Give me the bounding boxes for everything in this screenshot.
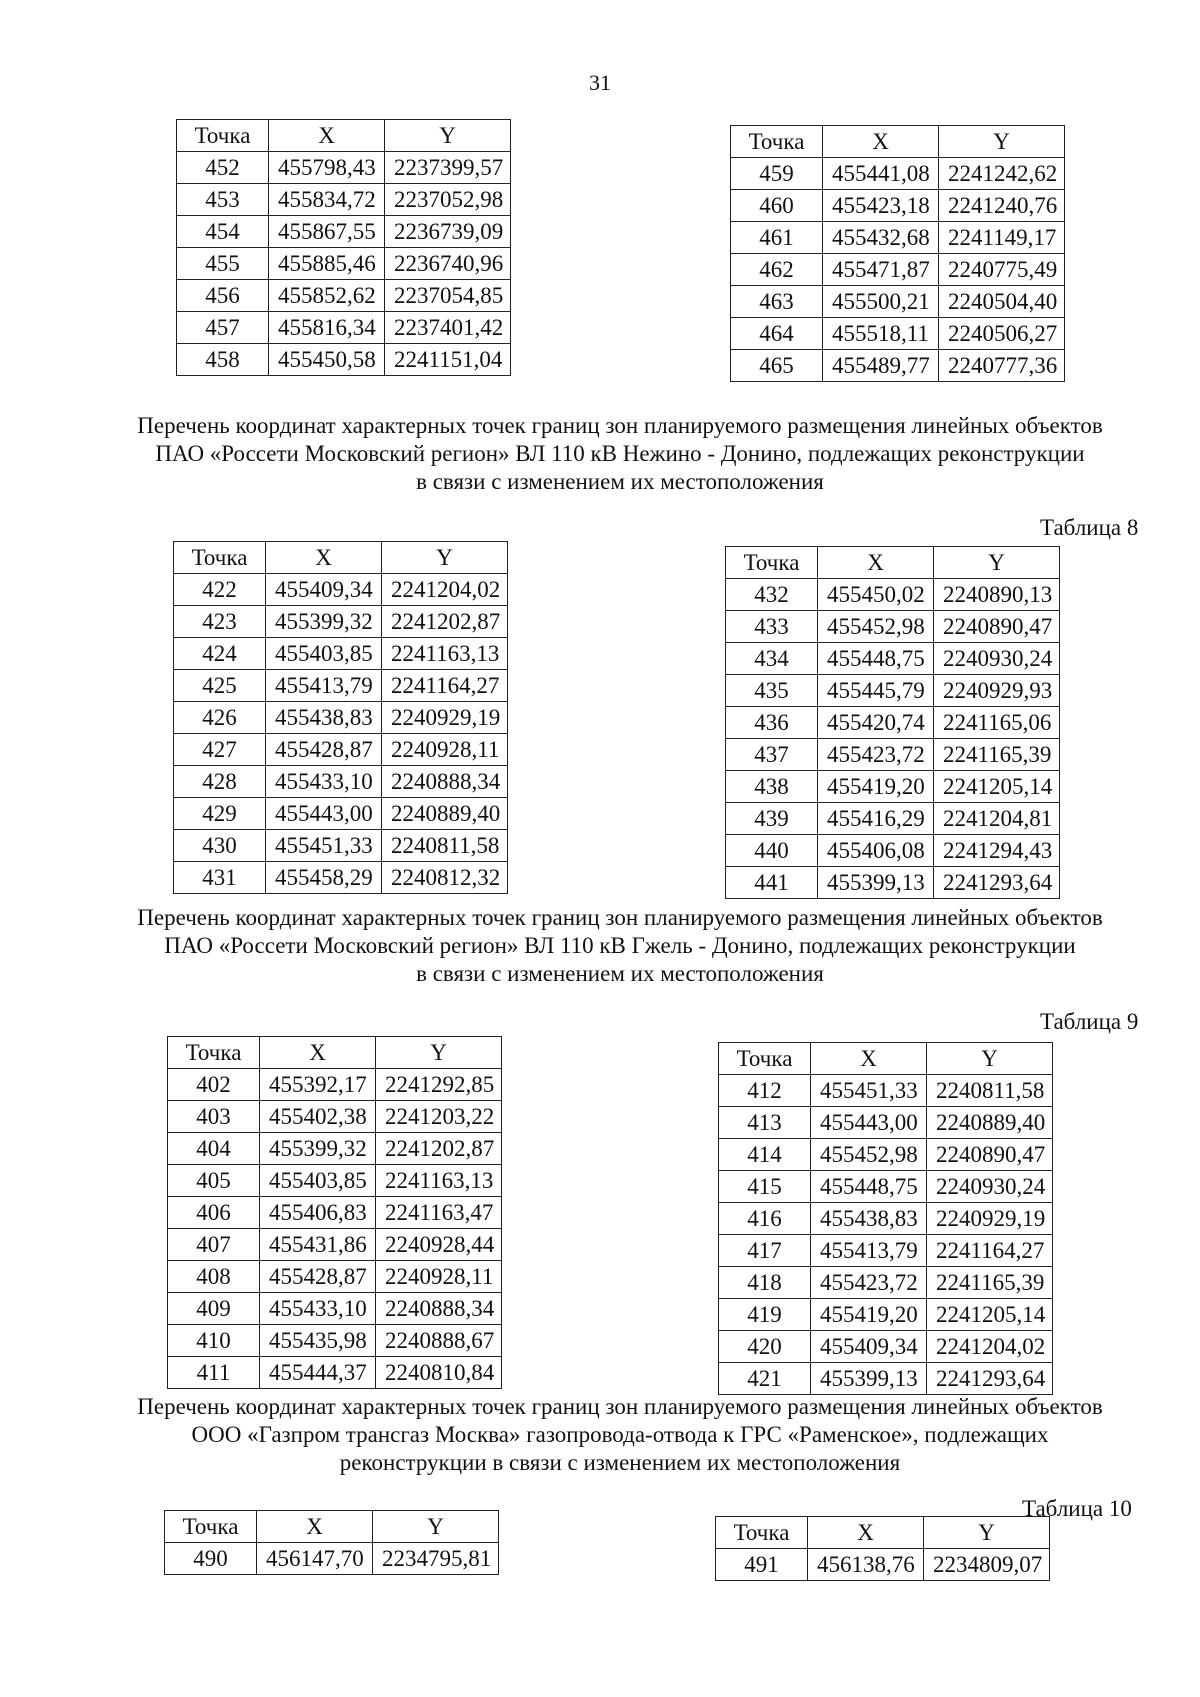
x-coordinate-cell: 455431,86 [260,1229,376,1261]
point-cell: 436 [726,707,818,739]
page-number: 31 [589,70,611,95]
y-coordinate-cell: 2240929,19 [382,702,508,734]
x-coordinate-cell: 455518,11 [823,318,939,350]
x-coordinate-cell: 455452,98 [811,1139,927,1171]
y-coordinate-cell: 2237052,98 [385,184,511,216]
y-coordinate-cell: 2241242,62 [939,158,1065,190]
x-coordinate-cell: 455451,33 [266,830,382,862]
x-coordinate-cell: 455413,79 [266,670,382,702]
point-cell: 429 [174,798,266,830]
point-cell: 419 [719,1299,811,1331]
table-header-row [165,1511,499,1543]
table-row [177,248,511,280]
column-header: Y [927,1043,1053,1075]
y-coordinate-cell: 2240929,93 [934,675,1060,707]
table-row [174,574,508,606]
column-header: Y [382,542,508,574]
point-cell: 457 [177,312,269,344]
x-coordinate-cell: 455399,13 [811,1363,927,1395]
heading-line: ООО «Газпром трансгаз Москва» газопровода-отвода к ГРС «Раменское», подлежащих [191,1422,1049,1447]
point-cell: 415 [719,1171,811,1203]
table-row [719,1171,1053,1203]
x-coordinate-cell: 455452,98 [818,611,934,643]
point-cell: 439 [726,803,818,835]
point-cell: 428 [174,766,266,798]
x-coordinate-cell: 455867,55 [269,216,385,248]
point-cell: 413 [719,1107,811,1139]
table-row [719,1139,1053,1171]
table-label: Таблица 9 [1040,1009,1139,1034]
y-coordinate-cell: 2240811,58 [927,1075,1053,1107]
y-coordinate-cell: 2240812,32 [382,862,508,894]
heading-line: в связи с изменением их местоположения [416,469,824,494]
point-cell: 464 [731,318,823,350]
y-coordinate-cell: 2241164,27 [382,670,508,702]
y-coordinate-cell: 2240810,84 [376,1357,502,1389]
y-coordinate-cell: 2241204,02 [927,1331,1053,1363]
column-header: Y [373,1511,499,1543]
table-row [174,702,508,734]
point-cell: 432 [726,579,818,611]
x-coordinate-cell: 455433,10 [266,766,382,798]
x-coordinate-cell: 455435,98 [260,1325,376,1357]
y-coordinate-cell: 2241203,22 [376,1101,502,1133]
y-coordinate-cell: 2240888,34 [382,766,508,798]
point-cell: 430 [174,830,266,862]
point-cell: 491 [716,1549,808,1581]
x-coordinate-cell: 455419,20 [811,1299,927,1331]
x-coordinate-cell: 455450,58 [269,344,385,376]
x-coordinate-cell: 455438,83 [811,1203,927,1235]
heading-line: ПАО «Россети Московский регион» ВЛ 110 кВ Нежино - Донино, подлежащих реконструкции [155,441,1085,466]
table-row [719,1203,1053,1235]
table-row [168,1197,502,1229]
point-cell: 407 [168,1229,260,1261]
table-header-row [731,126,1065,158]
point-cell: 452 [177,152,269,184]
table-row [168,1229,502,1261]
table-label: Таблица 8 [1040,515,1139,540]
point-cell: 437 [726,739,818,771]
column-header: X [811,1043,927,1075]
table-row [177,184,511,216]
x-coordinate-cell: 455445,79 [818,675,934,707]
point-cell: 417 [719,1235,811,1267]
table-row [177,152,511,184]
x-coordinate-cell: 455399,32 [266,606,382,638]
x-coordinate-cell: 455500,21 [823,286,939,318]
point-cell: 459 [731,158,823,190]
y-coordinate-cell: 2240889,40 [927,1107,1053,1139]
table-row [174,830,508,862]
point-cell: 421 [719,1363,811,1395]
point-cell: 403 [168,1101,260,1133]
column-header: Точка [716,1517,808,1549]
point-cell: 458 [177,344,269,376]
x-coordinate-cell: 455416,29 [818,803,934,835]
point-cell: 418 [719,1267,811,1299]
column-header: Точка [719,1043,811,1075]
y-coordinate-cell: 2241163,47 [376,1197,502,1229]
x-coordinate-cell: 455852,62 [269,280,385,312]
x-coordinate-cell: 455816,34 [269,312,385,344]
y-coordinate-cell: 2234795,81 [373,1543,499,1575]
x-coordinate-cell: 455834,72 [269,184,385,216]
y-coordinate-cell: 2240928,11 [376,1261,502,1293]
point-cell: 427 [174,734,266,766]
table-row [731,318,1065,350]
point-cell: 412 [719,1075,811,1107]
y-coordinate-cell: 2241202,87 [382,606,508,638]
point-cell: 454 [177,216,269,248]
point-cell: 422 [174,574,266,606]
column-header: Y [376,1037,502,1069]
x-coordinate-cell: 455428,87 [260,1261,376,1293]
table-header-row [168,1037,502,1069]
coordinates-table [725,546,1060,899]
y-coordinate-cell: 2236739,09 [385,216,511,248]
y-coordinate-cell: 2240775,49 [939,254,1065,286]
y-coordinate-cell: 2241163,13 [376,1165,502,1197]
table-row [174,766,508,798]
y-coordinate-cell: 2240889,40 [382,798,508,830]
point-cell: 453 [177,184,269,216]
point-cell: 404 [168,1133,260,1165]
y-coordinate-cell: 2240930,24 [927,1171,1053,1203]
y-coordinate-cell: 2240506,27 [939,318,1065,350]
table-row [174,734,508,766]
point-cell: 411 [168,1357,260,1389]
table-row [719,1107,1053,1139]
heading-line: Перечень координат характерных точек границ зон планируемого размещения линейных объектов [137,1394,1103,1419]
point-cell: 426 [174,702,266,734]
point-cell: 408 [168,1261,260,1293]
point-cell: 434 [726,643,818,675]
point-cell: 435 [726,675,818,707]
table-header-row [726,547,1060,579]
column-header: Y [934,547,1060,579]
x-coordinate-cell: 455441,08 [823,158,939,190]
column-header: X [823,126,939,158]
table-row [174,798,508,830]
y-coordinate-cell: 2241204,81 [934,803,1060,835]
x-coordinate-cell: 455413,79 [811,1235,927,1267]
column-header: Точка [174,542,266,574]
column-header: Точка [168,1037,260,1069]
column-header: Y [939,126,1065,158]
coordinates-table [176,119,511,376]
table-row [168,1325,502,1357]
table-row [731,286,1065,318]
column-header: Y [924,1517,1050,1549]
x-coordinate-cell: 455420,74 [818,707,934,739]
y-coordinate-cell: 2240888,67 [376,1325,502,1357]
table-row [177,344,511,376]
y-coordinate-cell: 2237054,85 [385,280,511,312]
point-cell: 410 [168,1325,260,1357]
table-row [168,1357,502,1389]
x-coordinate-cell: 455403,85 [260,1165,376,1197]
heading-line: Перечень координат характерных точек границ зон планируемого размещения линейных объектов [137,905,1103,930]
point-cell: 456 [177,280,269,312]
point-cell: 409 [168,1293,260,1325]
column-header: X [266,542,382,574]
point-cell: 465 [731,350,823,382]
table-row [168,1293,502,1325]
coordinates-table [164,1510,499,1575]
x-coordinate-cell: 455471,87 [823,254,939,286]
y-coordinate-cell: 2240929,19 [927,1203,1053,1235]
y-coordinate-cell: 2241202,87 [376,1133,502,1165]
y-coordinate-cell: 2237401,42 [385,312,511,344]
y-coordinate-cell: 2241165,39 [927,1267,1053,1299]
x-coordinate-cell: 455433,10 [260,1293,376,1325]
table-row [731,190,1065,222]
x-coordinate-cell: 455419,20 [818,771,934,803]
y-coordinate-cell: 2240504,40 [939,286,1065,318]
heading-line: реконструкции в связи с изменением их местоположения [339,1450,901,1475]
table-row [726,835,1060,867]
table-row [174,638,508,670]
column-header: X [257,1511,373,1543]
table-row [726,675,1060,707]
table-header-row [716,1517,1050,1549]
y-coordinate-cell: 2241205,14 [934,771,1060,803]
table-row [168,1261,502,1293]
x-coordinate-cell: 455489,77 [823,350,939,382]
point-cell: 440 [726,835,818,867]
table-row [177,280,511,312]
x-coordinate-cell: 455392,17 [260,1069,376,1101]
table-row [726,803,1060,835]
y-coordinate-cell: 2240811,58 [382,830,508,862]
y-coordinate-cell: 2236740,96 [385,248,511,280]
x-coordinate-cell: 455403,85 [266,638,382,670]
table-row [716,1549,1050,1581]
x-coordinate-cell: 455444,37 [260,1357,376,1389]
y-coordinate-cell: 2234809,07 [924,1549,1050,1581]
x-coordinate-cell: 455450,02 [818,579,934,611]
table-row [165,1543,499,1575]
table-row [177,216,511,248]
x-coordinate-cell: 455448,75 [818,643,934,675]
point-cell: 460 [731,190,823,222]
point-cell: 405 [168,1165,260,1197]
column-header: Точка [177,120,269,152]
x-coordinate-cell: 456138,76 [808,1549,924,1581]
x-coordinate-cell: 455409,34 [811,1331,927,1363]
x-coordinate-cell: 455423,72 [811,1267,927,1299]
x-coordinate-cell: 455438,83 [266,702,382,734]
table-row [168,1101,502,1133]
y-coordinate-cell: 2240930,24 [934,643,1060,675]
y-coordinate-cell: 2241294,43 [934,835,1060,867]
x-coordinate-cell: 455423,18 [823,190,939,222]
table-row [719,1235,1053,1267]
heading-line: Перечень координат характерных точек границ зон планируемого размещения линейных объектов [137,413,1103,438]
point-cell: 462 [731,254,823,286]
coordinates-table [167,1036,502,1389]
table-row [168,1069,502,1101]
y-coordinate-cell: 2241205,14 [927,1299,1053,1331]
point-cell: 420 [719,1331,811,1363]
x-coordinate-cell: 455428,87 [266,734,382,766]
table-header-row [174,542,508,574]
x-coordinate-cell: 455432,68 [823,222,939,254]
y-coordinate-cell: 2241292,85 [376,1069,502,1101]
point-cell: 431 [174,862,266,894]
point-cell: 416 [719,1203,811,1235]
column-header: Точка [731,126,823,158]
heading-line: в связи с изменением их местоположения [416,961,824,986]
point-cell: 463 [731,286,823,318]
table-row [719,1331,1053,1363]
table-row [177,312,511,344]
x-coordinate-cell: 455458,29 [266,862,382,894]
y-coordinate-cell: 2240890,47 [927,1139,1053,1171]
table-row [726,867,1060,899]
y-coordinate-cell: 2241165,06 [934,707,1060,739]
x-coordinate-cell: 455402,38 [260,1101,376,1133]
point-cell: 402 [168,1069,260,1101]
x-coordinate-cell: 455409,34 [266,574,382,606]
table-row [168,1133,502,1165]
point-cell: 406 [168,1197,260,1229]
column-header: Точка [726,547,818,579]
y-coordinate-cell: 2241293,64 [927,1363,1053,1395]
point-cell: 455 [177,248,269,280]
x-coordinate-cell: 455399,13 [818,867,934,899]
table-row [726,579,1060,611]
y-coordinate-cell: 2241204,02 [382,574,508,606]
y-coordinate-cell: 2241149,17 [939,222,1065,254]
x-coordinate-cell: 455451,33 [811,1075,927,1107]
table-row [719,1075,1053,1107]
table-row [726,771,1060,803]
point-cell: 423 [174,606,266,638]
x-coordinate-cell: 456147,70 [257,1543,373,1575]
y-coordinate-cell: 2241164,27 [927,1235,1053,1267]
y-coordinate-cell: 2237399,57 [385,152,511,184]
table-row [731,222,1065,254]
x-coordinate-cell: 455406,83 [260,1197,376,1229]
x-coordinate-cell: 455443,00 [811,1107,927,1139]
table-row [731,350,1065,382]
y-coordinate-cell: 2241151,04 [385,344,511,376]
table-row [731,158,1065,190]
x-coordinate-cell: 455443,00 [266,798,382,830]
table-row [174,670,508,702]
y-coordinate-cell: 2240890,13 [934,579,1060,611]
column-header: Точка [165,1511,257,1543]
x-coordinate-cell: 455423,72 [818,739,934,771]
table-row [731,254,1065,286]
x-coordinate-cell: 455798,43 [269,152,385,184]
section-heading [100,412,1140,496]
column-header: X [808,1517,924,1549]
table-row [719,1299,1053,1331]
y-coordinate-cell: 2240888,34 [376,1293,502,1325]
y-coordinate-cell: 2241293,64 [934,867,1060,899]
point-cell: 414 [719,1139,811,1171]
table-header-row [719,1043,1053,1075]
column-header: Y [385,120,511,152]
table-row [174,606,508,638]
column-header: X [269,120,385,152]
y-coordinate-cell: 2241240,76 [939,190,1065,222]
table-row [726,643,1060,675]
section-heading [100,1393,1140,1477]
point-cell: 438 [726,771,818,803]
point-cell: 424 [174,638,266,670]
x-coordinate-cell: 455885,46 [269,248,385,280]
y-coordinate-cell: 2240928,11 [382,734,508,766]
coordinates-table [173,541,508,894]
x-coordinate-cell: 455399,32 [260,1133,376,1165]
table-row [719,1363,1053,1395]
table-row [174,862,508,894]
coordinates-table [730,125,1065,382]
point-cell: 441 [726,867,818,899]
y-coordinate-cell: 2240777,36 [939,350,1065,382]
y-coordinate-cell: 2241165,39 [934,739,1060,771]
point-cell: 433 [726,611,818,643]
x-coordinate-cell: 455448,75 [811,1171,927,1203]
table-row [726,611,1060,643]
coordinates-table [715,1516,1050,1581]
column-header: X [818,547,934,579]
y-coordinate-cell: 2240890,47 [934,611,1060,643]
table-label: Таблица 10 [1022,1496,1132,1521]
table-row [168,1165,502,1197]
y-coordinate-cell: 2240928,44 [376,1229,502,1261]
y-coordinate-cell: 2241163,13 [382,638,508,670]
point-cell: 490 [165,1543,257,1575]
point-cell: 461 [731,222,823,254]
point-cell: 425 [174,670,266,702]
table-header-row [177,120,511,152]
table-row [726,739,1060,771]
column-header: X [260,1037,376,1069]
table-row [726,707,1060,739]
section-heading [100,904,1140,988]
coordinates-table [718,1042,1053,1395]
table-row [719,1267,1053,1299]
x-coordinate-cell: 455406,08 [818,835,934,867]
heading-line: ПАО «Россети Московский регион» ВЛ 110 кВ Гжель - Донино, подлежащих реконструкции [164,933,1076,958]
